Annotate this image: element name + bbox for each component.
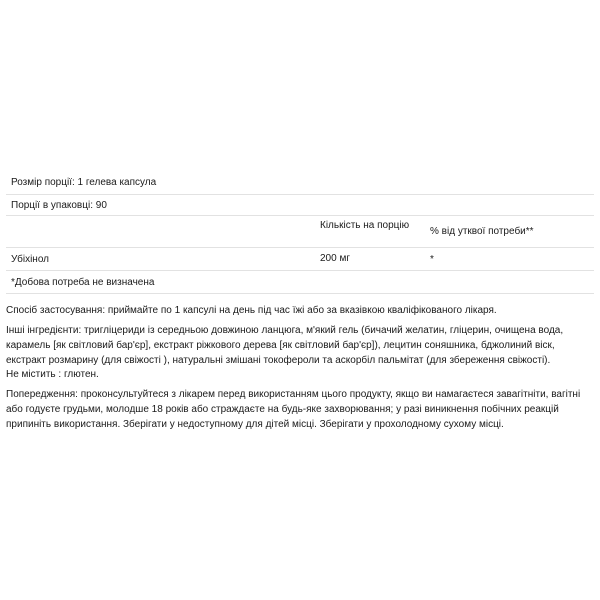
header-daily-value: % від утквої потреби**: [430, 226, 534, 237]
other-ingredients-text: Інші інгредієнти: тригліцериди із середньою довжиною ланцюга, м'який гель (бичачий желатин, гліцерин, очищена вода, карамель [як світловий бар'єр], екстракт ріжкового дерева [як світловий бар'єр]), лецитин соняшника, бджолиний віск, екстракт розмарину (для свіжості ), натуральні змішані токофероли та аскорбіл пальмітат (для збереження свіжості).: [6, 325, 564, 366]
ingredient-amount: 200 мг: [320, 253, 350, 264]
serving-size: Розмір порції: 1 гелева капсула: [11, 176, 157, 188]
footnote: *Добова потреба не визначена: [11, 276, 155, 288]
servings-per-container-row: [6, 195, 594, 216]
footnote-row: [6, 271, 594, 294]
usage-text: Спосіб застосування: приймайте по 1 капсулі на день під час їжі або за вказівкою кваліфікованого лікаря.: [6, 305, 497, 316]
ingredient-daily-value: *: [430, 253, 434, 265]
table-header-row: [6, 216, 594, 248]
header-amount: Кількість на порцію: [320, 220, 410, 231]
serving-size-row: [6, 170, 594, 195]
servings-per-container: Порції в упаковці: 90: [11, 199, 107, 211]
supplement-facts-table: [6, 170, 594, 294]
ingredient-name: Убіхінол: [11, 253, 50, 265]
table-row: [6, 248, 594, 271]
contains-text: Не містить : глютен.: [6, 369, 99, 380]
warnings-text: Попередження: проконсультуйтеся з лікарем перед використанням цього продукту, якщо ви намагаєтеся завагітніти, вагітні або годуєте грудьми, молодше 18 років або страждаєте на будь-яке захворювання; у разі виникнення побічних реакцій припиніть використання. Зберігати у недоступному для дітей місці. Зберігати у прохолодному сухому місці.: [6, 389, 581, 430]
